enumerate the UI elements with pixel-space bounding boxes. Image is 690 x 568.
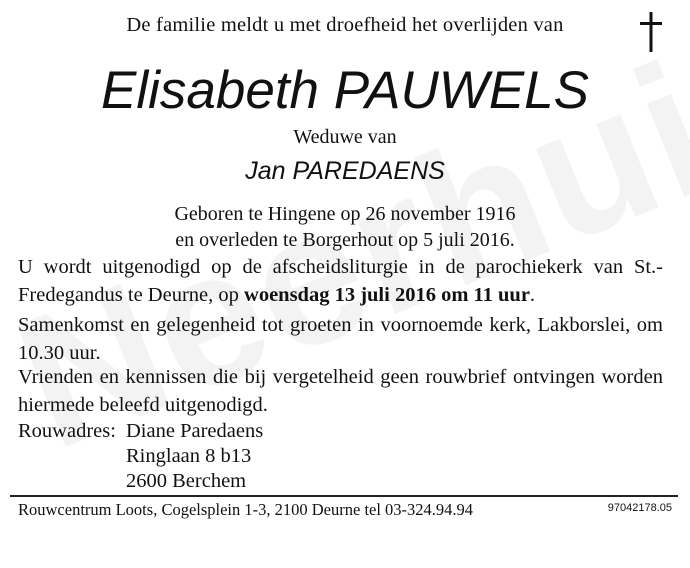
address-label: Rouwadres: bbox=[18, 420, 116, 442]
birth-line: Geboren te Hingene op 26 november 1916 bbox=[174, 203, 516, 225]
invitation-text: U wordt uitgenodigd op de afscheidsliturgie in de parochiekerk van St.-Fredegandus te Deurne, op bbox=[18, 256, 663, 306]
invitation-end: . bbox=[529, 283, 536, 306]
address-street: Ringlaan 8 b13 bbox=[126, 445, 252, 467]
intro-text: De familie meldt u met droefheid het overlijden van bbox=[126, 14, 564, 36]
address-name: Diane Paredaens bbox=[126, 420, 264, 442]
gathering-paragraph: Samenkomst en gelegenheid tot groeten in voornoemde kerk, Lakborslei, om 10.30 uur. bbox=[18, 314, 663, 364]
spouse-name: Jan PAREDAENS bbox=[245, 157, 445, 185]
cross-icon bbox=[638, 11, 664, 53]
widow-label: Weduwe van bbox=[293, 126, 397, 148]
address-city: 2600 Berchem bbox=[126, 470, 247, 492]
deceased-name: Elisabeth PAUWELS bbox=[101, 61, 589, 120]
service-date: woensdag 13 juli 2016 om 11 uur bbox=[244, 283, 530, 306]
friends-paragraph: Vrienden en kennissen die bij vergetelheid geen rouwbrief ontvingen worden hiermede beleefd uitgenodigd. bbox=[18, 366, 663, 416]
footer-divider bbox=[10, 495, 678, 497]
invitation-paragraph bbox=[18, 254, 663, 309]
funeral-home: Rouwcentrum Loots, Cogelsplein 1-3, 2100 Deurne tel 03-324.94.94 bbox=[18, 500, 474, 519]
death-line: en overleden te Borgerhout op 5 juli 2016. bbox=[175, 229, 515, 251]
reference-number: 97042178.05 bbox=[607, 502, 672, 514]
